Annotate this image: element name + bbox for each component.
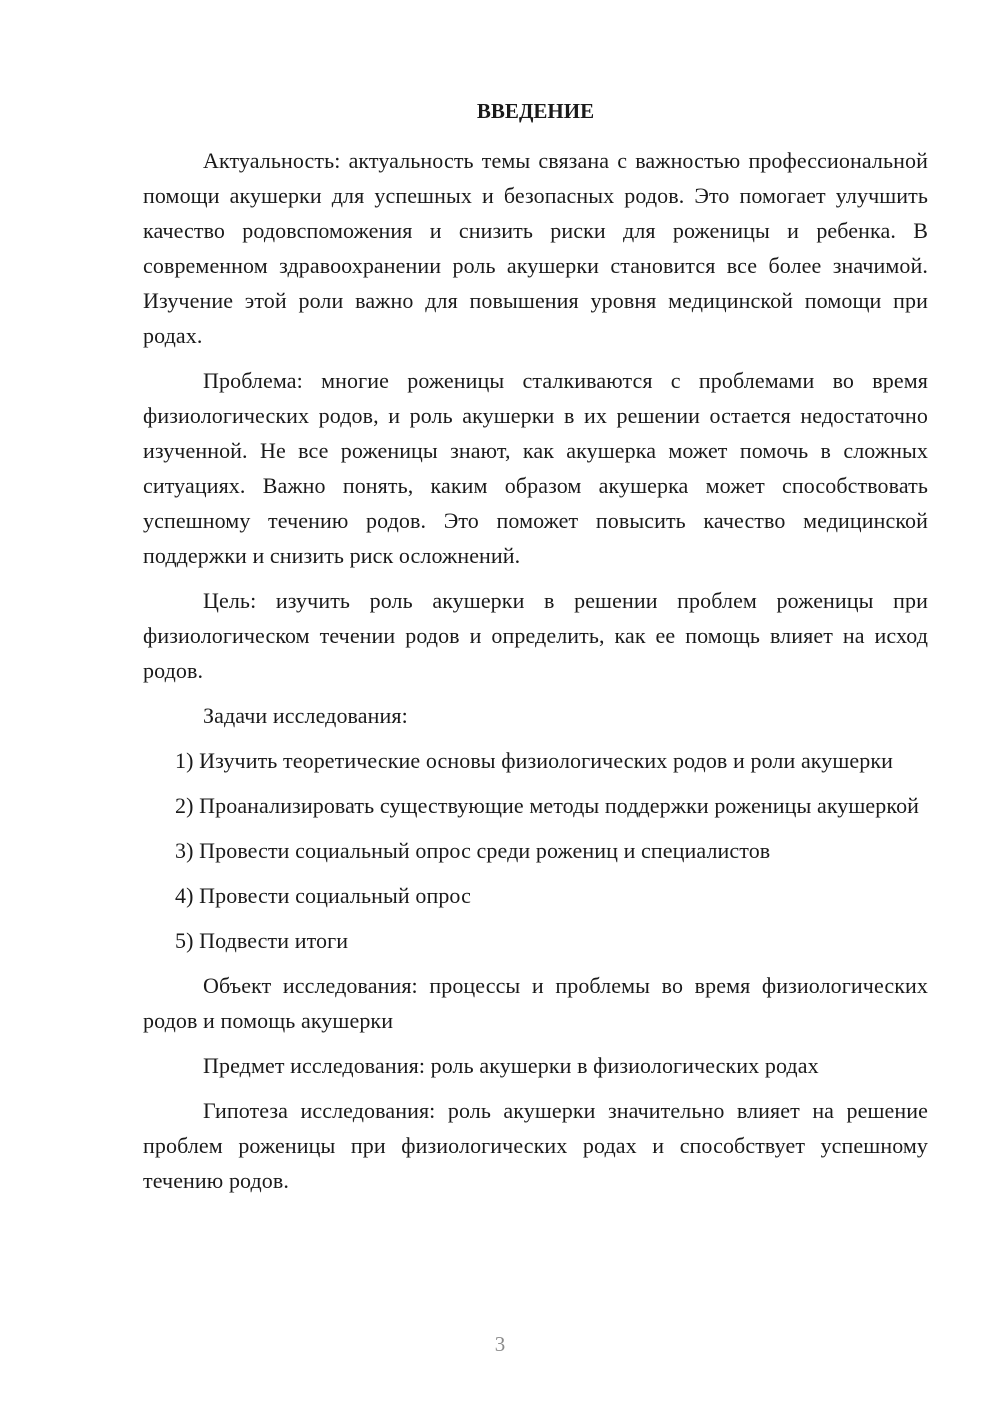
page-title: ВВЕДЕНИЕ [476, 99, 595, 123]
list-item: 2) Проанализировать существующие методы поддержки роженицы акушеркой [175, 793, 920, 818]
relevance-paragraph: Актуальность: актуальность темы связана с важностью профессиональной помощи акушерки для успешных и безопасных родов. Это помогает улучшить качество родовспоможения и снизить риски для роженицы и ребенка. В современном здравоохранении роль акушерки становится все более значимой. Изучение этой роли важно для повышения уровня медицинской помощи при родах. [143, 148, 928, 348]
list-item: 4) Провести социальный опрос [175, 883, 471, 908]
hypothesis-paragraph: Гипотеза исследования: роль акушерки значительно влияет на решение проблем роженицы при физиологических родах и способствует успешному течению родов. [143, 1098, 928, 1193]
list-item: 1) Изучить теоретические основы физиологических родов и роли акушерки [175, 748, 894, 773]
list-item: 5) Подвести итоги [175, 928, 349, 953]
page-number: 3 [494, 1332, 506, 1356]
tasks-heading: Задачи исследования: [203, 703, 408, 728]
tasks-list [143, 743, 928, 958]
object-paragraph: Объект исследования: процессы и проблемы во время физиологических родов и помощь акушерки [143, 973, 928, 1033]
list-item: 3) Провести социальный опрос среди рожениц и специалистов [175, 838, 771, 863]
goal-paragraph: Цель: изучить роль акушерки в решении проблем роженицы при физиологическом течении родов и определить, как ее помощь влияет на исход родов. [143, 588, 928, 683]
page-content [143, 96, 928, 1198]
problem-paragraph: Проблема: многие роженицы сталкиваются с проблемами во время физиологических родов, и роль акушерки в их решении остается недостаточно изученной. Не все роженицы знают, как акушерка может помочь в сложных ситуациях. Важно понять, каким образом акушерка может способствовать успешному течению родов. Это поможет повысить качество медицинской поддержки и снизить риск осложнений. [143, 368, 928, 568]
subject-paragraph: Предмет исследования: роль акушерки в физиологических родах [203, 1053, 819, 1078]
